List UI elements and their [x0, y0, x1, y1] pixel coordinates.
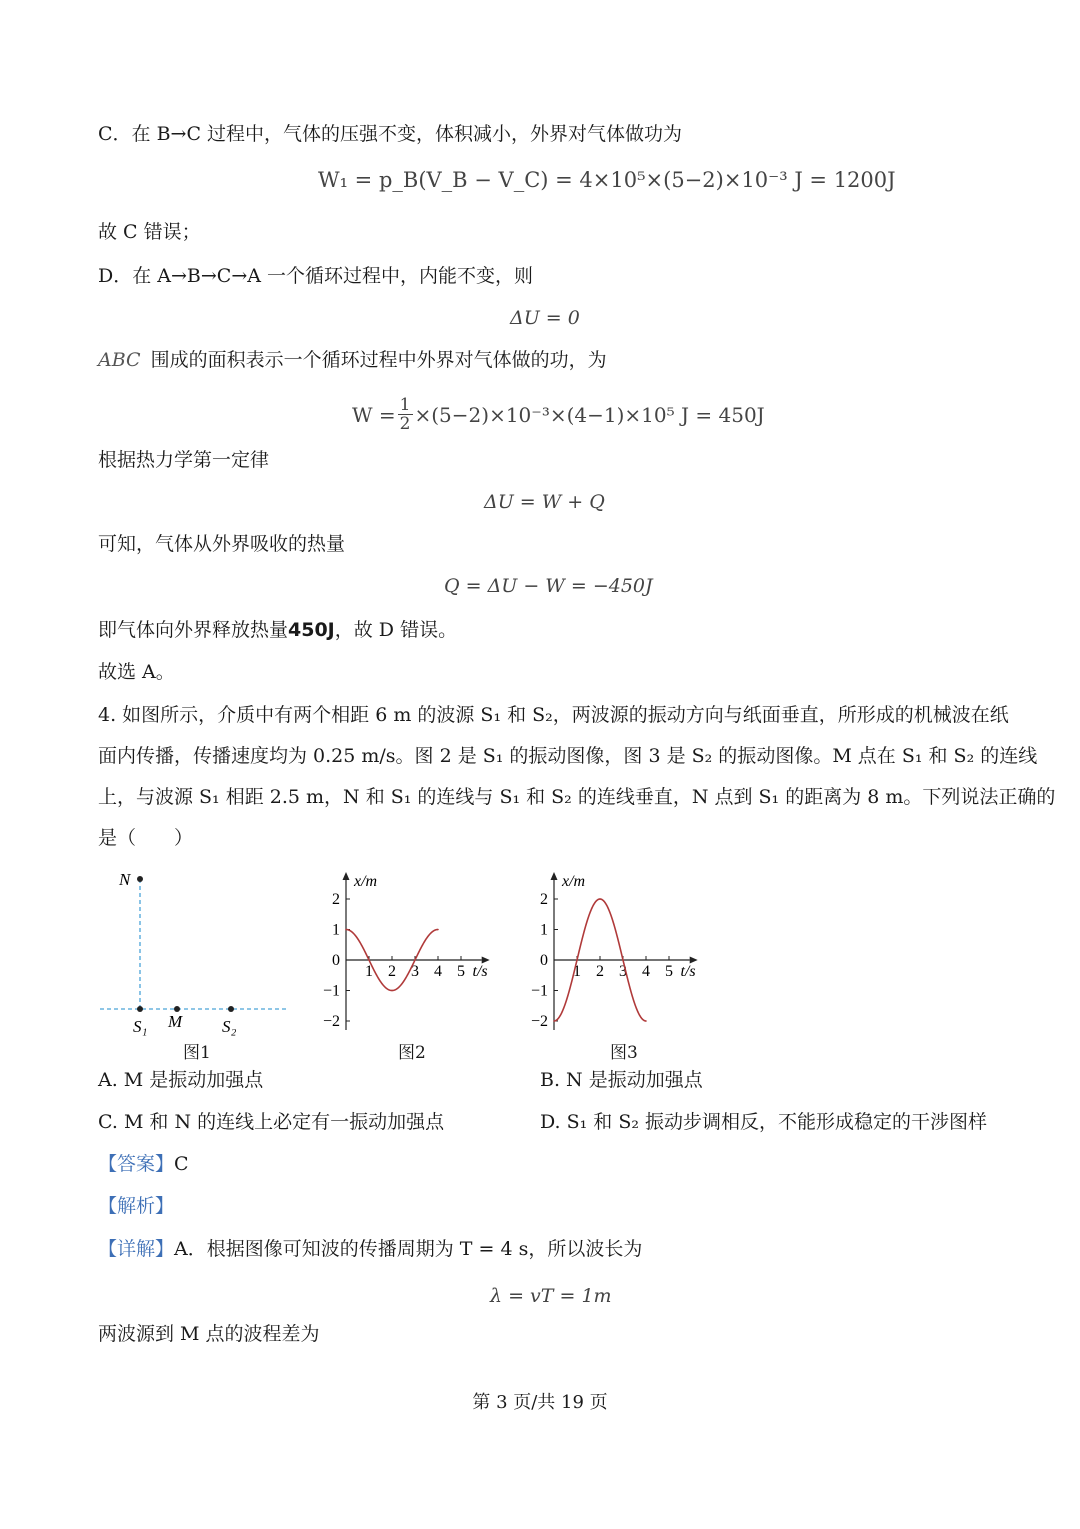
- work-equation-w1: W₁ = p_B(V_B − V_C) = 4×10⁵×(5−2)×10⁻³ J = 1200J: [318, 168, 896, 192]
- release-tail: ，故 D 错误。: [334, 619, 458, 641]
- fraction-numerator: 1: [399, 395, 411, 415]
- x-tick-label: 5: [457, 963, 465, 980]
- area-label: ABC: [98, 349, 141, 371]
- point-s2: [228, 1006, 234, 1012]
- one-half-fraction: [398, 396, 413, 433]
- page-footer: 第 3 页/共 19 页: [472, 1392, 608, 1413]
- x-tick-label: 4: [642, 963, 650, 980]
- x-tick-label: 1: [365, 963, 373, 980]
- x-tick-label: 4: [434, 963, 442, 980]
- analysis-line: [98, 1194, 174, 1218]
- figure-1-diagram: [95, 865, 295, 1045]
- answer-line: [98, 1152, 189, 1176]
- data-point: [437, 929, 439, 931]
- label-n: N: [119, 870, 131, 889]
- y-tick-label: −2: [530, 1013, 548, 1030]
- detail-line: [98, 1237, 642, 1261]
- w-rest: ×(5−2)×10⁻³×(4−1)×10⁵ J = 450J: [414, 402, 765, 427]
- x-tick-label: 2: [596, 963, 604, 980]
- release-value: 450J: [288, 619, 335, 641]
- data-point: [645, 1020, 647, 1022]
- figure-2-caption: 图2: [398, 1043, 426, 1063]
- label-m: M: [168, 1012, 183, 1031]
- x-axis-label: t/s: [680, 963, 696, 980]
- y-tick-label: 0: [332, 952, 340, 969]
- x-tick-label: 1: [573, 963, 581, 980]
- y-tick-label: 1: [332, 921, 340, 939]
- internal-energy-zero: ΔU = 0: [510, 307, 580, 329]
- x-axis-label: t/s: [472, 963, 488, 980]
- data-point: [553, 1020, 555, 1022]
- analysis-tag: 【解析】: [98, 1195, 175, 1217]
- heat-equation: Q = ΔU − W = −450J: [444, 575, 653, 597]
- option-c-conclusion: 故 C 错误；: [98, 221, 201, 243]
- y-axis-label: x/m: [354, 873, 378, 890]
- x-tick-label: 2: [388, 963, 396, 980]
- answer-value: C: [174, 1153, 189, 1175]
- y-tick-label: 2: [540, 891, 548, 908]
- first-law-equation: ΔU = W + Q: [484, 491, 605, 513]
- point-n: [137, 876, 143, 882]
- label-s2: S₂: [222, 1017, 237, 1036]
- path-difference-line: 两波源到 M 点的波程差为: [98, 1323, 320, 1345]
- label-s1: S₁: [133, 1017, 148, 1036]
- data-point: [345, 929, 347, 931]
- option-c-analysis: C．在 B→C 过程中，气体的压强不变，体积减小，外界对气体做功为: [98, 123, 683, 145]
- area-text: 围成的面积表示一个循环过程中外界对气体做的功，为: [150, 349, 607, 371]
- option-b[interactable]: B. N 是振动加强点: [540, 1069, 703, 1091]
- data-point: [599, 898, 601, 900]
- release-text: 即气体向外界释放热量: [98, 619, 289, 641]
- y-axis-label: x/m: [562, 873, 586, 890]
- question-4-line-1: 4. 如图所示，介质中有两个相距 6 m 的波源 S₁ 和 S₂，两波源的振动方向与纸面垂直，所形成的机械波在纸: [98, 704, 1009, 726]
- y-tick-label: 0: [540, 952, 548, 969]
- option-a[interactable]: A. M 是振动加强点: [98, 1069, 264, 1091]
- x-tick-label: 5: [665, 963, 673, 980]
- heat-intro: 可知，气体从外界吸收的热量: [98, 533, 346, 555]
- figure-3-caption: 图3: [610, 1043, 638, 1063]
- data-point: [622, 959, 624, 961]
- x-tick-label: 3: [411, 963, 419, 980]
- option-d-analysis: D．在 A→B→C→A 一个循环过程中，内能不变，则: [98, 265, 534, 287]
- fraction-denominator: 2: [399, 414, 411, 434]
- area-statement: [98, 348, 607, 372]
- y-tick-label: 2: [332, 891, 340, 908]
- figure-1-caption: 图1: [183, 1043, 211, 1063]
- point-s1: [137, 1006, 143, 1012]
- work-equation-cycle: [352, 396, 765, 433]
- y-tick-label: −1: [530, 982, 548, 1000]
- first-law-intro: 根据热力学第一定律: [98, 449, 270, 471]
- data-point: [414, 959, 416, 961]
- choose-answer: 故选 A。: [98, 661, 175, 683]
- release-statement: [98, 618, 457, 642]
- data-point: [391, 990, 393, 992]
- figure-3-chart: [526, 866, 716, 1036]
- question-4-line-2: 面内传播，传播速度均为 0.25 m/s。图 2 是 S₁ 的振动图像，图 3 是 S₂ 的振动图像。M 点在 S₁ 和 S₂ 的连线: [98, 745, 1038, 767]
- wavelength-equation: λ = vT = 1m: [490, 1285, 612, 1307]
- y-tick-label: −2: [322, 1013, 340, 1030]
- y-tick-label: −1: [322, 982, 340, 1000]
- x-axis-arrow: [343, 872, 350, 880]
- question-4-line-4: 是（ ）: [98, 827, 194, 849]
- data-point: [576, 959, 578, 961]
- x-axis-arrow: [551, 872, 558, 880]
- x-tick-label: 3: [619, 963, 627, 980]
- w-prefix: W =: [352, 402, 396, 427]
- question-4-line-3: 上，与波源 S₁ 相距 2.5 m，N 和 S₁ 的连线与 S₁ 和 S₂ 的连线垂直，N 点到 S₁ 的距离为 8 m。下列说法正确的: [98, 786, 1056, 808]
- option-d[interactable]: D. S₁ 和 S₂ 振动步调相反，不能形成稳定的干涉图样: [540, 1111, 988, 1133]
- detail-tag: 【详解】: [98, 1238, 175, 1260]
- detail-text: A．根据图像可知波的传播周期为 T = 4 s，所以波长为: [174, 1238, 643, 1260]
- data-point: [368, 959, 370, 961]
- option-c[interactable]: C. M 和 N 的连线上必定有一振动加强点: [98, 1111, 445, 1133]
- answer-tag: 【答案】: [98, 1153, 175, 1175]
- figure-2-chart: [318, 866, 508, 1036]
- y-tick-label: 1: [540, 921, 548, 939]
